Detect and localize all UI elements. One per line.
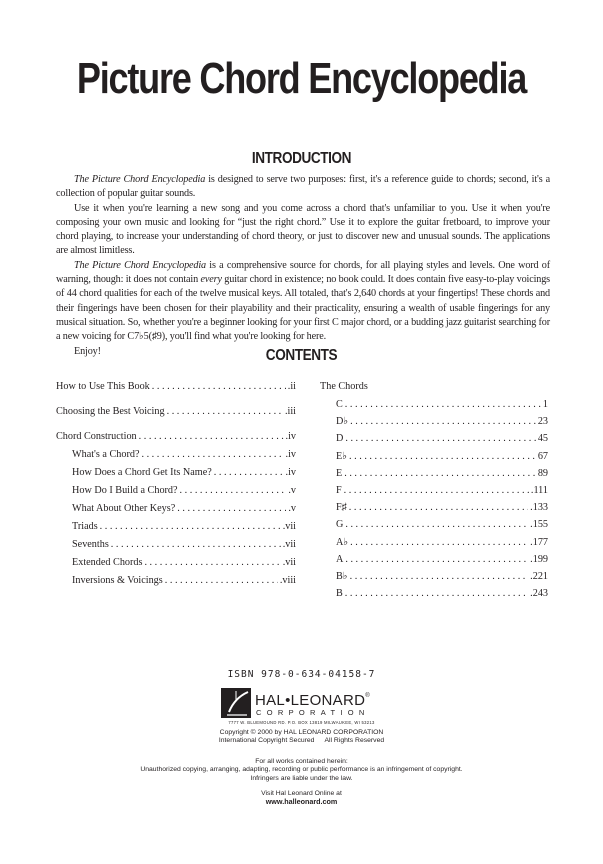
toc-entry[interactable] xyxy=(56,554,296,572)
toc-label: How Does a Chord Get Its Name? xyxy=(72,467,212,478)
notice-text: Unauthorized copying, arranging, adapting, recording or public performance is an infringement of copyright. xyxy=(140,766,463,774)
toc-entry[interactable] xyxy=(56,378,296,396)
registered-mark: ® xyxy=(365,693,370,699)
toc-page-number: 1 xyxy=(542,399,548,410)
leader-dots xyxy=(350,413,536,430)
all-rights-reserved: All Rights Reserved xyxy=(324,737,385,745)
leader-dots xyxy=(344,482,529,499)
toc-label: Extended Chords xyxy=(72,557,143,568)
leader-dots xyxy=(350,568,529,585)
toc-page-number: 23 xyxy=(537,416,548,428)
rights-line xyxy=(0,737,603,745)
intro-text: guitar chord in existence; no book could. It does contain five easy-to-play voicings of 44 chord qualities for each of the twelve musical keys. All totaled, that's 2,640 chords at your fingertips! These chords and their fingerings have been chosen for their playability and their practicality, ensuring a wealth of usable fingerings for any musical situation. So, whether you're a beginner looking for your first C major chord, or a budding jazz guitarist searching for a new voicing for C7♭5(♯9), you'll find what you're looking for here. xyxy=(56,274,550,343)
toc-entry[interactable] xyxy=(56,403,296,421)
toc-label: Chord Construction xyxy=(56,431,137,442)
toc-page-number: 89 xyxy=(537,467,548,479)
publisher-address: 7777 W. BLUEMOUND RD. P.O. BOX 13819 MILWAUKEE, WI 53213 xyxy=(228,720,375,725)
toc-chords-heading: The Chords xyxy=(320,381,368,392)
notice-intro: For all works contained herein: xyxy=(255,758,348,765)
leader-dots xyxy=(165,572,278,590)
leader-dots xyxy=(345,551,528,568)
publisher-subtitle: CORPORATION xyxy=(256,708,370,717)
publisher-name-text: HAL•LEONARD xyxy=(255,692,366,709)
toc-page-number: .111 xyxy=(530,484,548,496)
toc-label: Triads xyxy=(72,521,98,532)
emphasis-italic: every xyxy=(200,274,222,286)
leader-dots xyxy=(177,500,286,518)
toc-label: Inversions & Voicings xyxy=(72,575,163,586)
copyright-notice xyxy=(0,758,603,783)
toc-page-number: .iv xyxy=(285,431,296,442)
toc-entry[interactable] xyxy=(56,500,296,518)
leader-dots xyxy=(180,482,287,500)
toc-entry[interactable] xyxy=(320,568,548,585)
toc-label: E♭ xyxy=(336,450,348,462)
introduction-body xyxy=(56,173,550,359)
website-link[interactable]: www.halleonard.com xyxy=(265,797,338,807)
toc-label: How Do I Build a Chord? xyxy=(72,485,178,496)
toc-right-column xyxy=(320,378,548,602)
toc-entry[interactable] xyxy=(320,585,548,602)
toc-label: D♭ xyxy=(336,416,349,428)
toc-label: A xyxy=(336,553,344,565)
toc-page-number: .199 xyxy=(530,553,548,565)
toc-entry[interactable] xyxy=(56,464,296,482)
toc-label: How to Use This Book xyxy=(56,381,150,392)
toc-entry[interactable] xyxy=(320,534,548,551)
copyright-block xyxy=(0,729,603,746)
book-title-italic: The Picture Chord Encyclopedia xyxy=(74,174,206,185)
toc-page-number: .v xyxy=(288,485,296,496)
toc-entry[interactable] xyxy=(320,448,548,465)
intro-text: Enjoy! xyxy=(74,345,101,357)
toc-entry[interactable] xyxy=(56,572,296,590)
intro-text: is designed to serve two purposes: first, it's a reference guide to chords; second, it's a collection of popular guitar sounds. xyxy=(56,174,550,200)
toc-page-number: .vii xyxy=(282,539,296,550)
toc-page-number: .243 xyxy=(530,588,548,600)
toc-entry[interactable] xyxy=(320,430,548,447)
toc-label: What's a Chord? xyxy=(72,449,140,460)
toc-label: Choosing the Best Voicing xyxy=(56,406,165,417)
leader-dots xyxy=(139,428,284,446)
publisher-name xyxy=(255,693,370,708)
toc-entry[interactable] xyxy=(320,499,548,516)
toc-left-column xyxy=(56,378,296,590)
page-title: Picture Chord Encyclopedia xyxy=(76,54,527,103)
contents-heading: CONTENTS xyxy=(265,347,338,364)
leader-dots xyxy=(344,465,536,482)
leader-dots xyxy=(141,446,283,464)
introduction-heading: INTRODUCTION xyxy=(251,150,352,167)
leader-dots xyxy=(111,536,281,554)
toc-entry[interactable] xyxy=(320,482,548,499)
toc-page-number: .iv xyxy=(285,449,296,460)
toc-page-number: .iv xyxy=(285,467,296,478)
toc-entry[interactable] xyxy=(56,446,296,464)
copyright-line: Copyright © 2000 by HAL LEONARD CORPORATION xyxy=(219,729,384,736)
isbn: ISBN 978-0-634-04158-7 xyxy=(227,669,376,680)
hal-leonard-logo-mark-icon xyxy=(221,688,251,718)
toc-label: B♭ xyxy=(336,570,348,582)
toc-label: C xyxy=(336,399,343,410)
notice-liable: Infringers are liable under the law. xyxy=(250,774,353,782)
toc-page-number: 67 xyxy=(537,450,548,462)
leader-dots xyxy=(350,534,528,551)
toc-label: D xyxy=(336,433,344,445)
leader-dots xyxy=(214,464,284,482)
toc-entry[interactable] xyxy=(320,551,548,568)
toc-entry[interactable] xyxy=(56,518,296,536)
toc-label: F♯ xyxy=(336,502,347,514)
leader-dots xyxy=(144,554,280,572)
leader-dots xyxy=(345,396,541,413)
toc-page-number: .v xyxy=(288,503,296,514)
toc-label: A♭ xyxy=(336,536,349,548)
leader-dots xyxy=(152,378,286,396)
toc-page-number: .iii xyxy=(284,406,296,417)
toc-label: What About Other Keys? xyxy=(72,503,176,514)
book-title-italic: The Picture Chord Encyclopedia xyxy=(74,259,206,271)
toc-page-number: 45 xyxy=(537,433,548,445)
toc-label: E xyxy=(336,467,343,479)
intro-text: Use it when you're learning a new song and you come across a chord that's unfamiliar to you. Use it when you're composing your own music and looking for “just the right chord.” Use it to explore the guitar fretboard, to improve your chord playing, to increase your understanding of chord theory, or just to discover new and unusual sounds. The applications are almost limitless. xyxy=(56,202,550,257)
leader-dots xyxy=(345,430,535,447)
toc-page-number: .vii xyxy=(282,557,296,568)
toc-page-number: .133 xyxy=(530,502,548,514)
toc-page-number: .viii xyxy=(279,575,296,586)
toc-label: F xyxy=(336,484,342,496)
leader-dots xyxy=(100,518,281,536)
toc-entry[interactable] xyxy=(56,482,296,500)
toc-page-number: .ii xyxy=(287,381,296,392)
visit-block xyxy=(0,790,603,807)
toc-page-number: .vii xyxy=(282,521,296,532)
leader-dots xyxy=(349,499,528,516)
intro-paragraph xyxy=(56,259,550,345)
toc-entry[interactable] xyxy=(320,516,548,533)
leader-dots xyxy=(345,516,528,533)
toc-page-number: .155 xyxy=(530,519,548,531)
visit-text: Visit Hal Leonard Online at xyxy=(261,790,342,797)
toc-page-number: .177 xyxy=(530,536,548,548)
toc-label: Sevenths xyxy=(72,539,109,550)
toc-entry[interactable] xyxy=(320,413,548,430)
leader-dots xyxy=(167,403,283,421)
toc-page-number: .221 xyxy=(530,570,548,582)
leader-dots xyxy=(349,448,536,465)
toc-label: B xyxy=(336,588,343,600)
toc-label: G xyxy=(336,519,344,531)
toc-entry[interactable] xyxy=(56,428,296,446)
toc-entry[interactable] xyxy=(56,536,296,554)
intro-paragraph xyxy=(56,202,550,259)
intro-text: is a comprehensive source for chords, for all playing styles and levels. One word of warning, though: it does not contain xyxy=(56,259,550,286)
toc-entry[interactable] xyxy=(320,396,548,413)
logo-mark-svg xyxy=(221,688,251,718)
leader-dots xyxy=(345,585,528,602)
intro-paragraph xyxy=(56,173,550,202)
toc-entry[interactable] xyxy=(320,465,548,482)
intl-copyright: International Copyright Secured xyxy=(218,737,315,745)
